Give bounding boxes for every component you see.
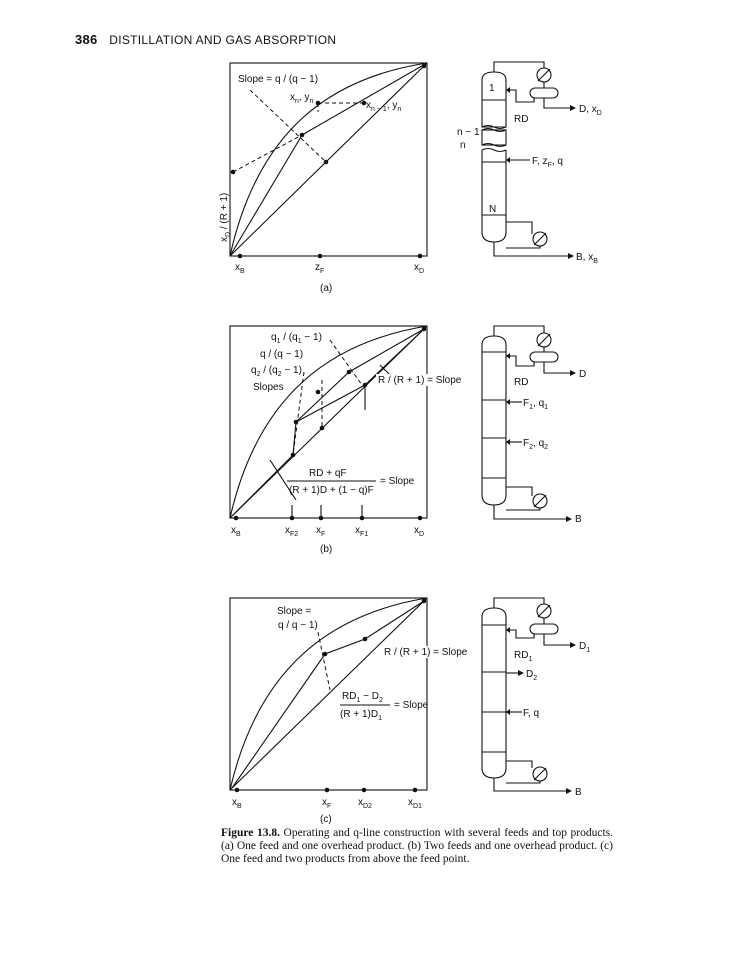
panel-b-q1-label: $q_1 / (q_1 - 1)$ [271,332,322,345]
panel-a-intercept-dash [233,135,302,172]
panel-b-tick-xb: $x_B$ [231,525,241,538]
panel-b-frac-den: (R + 1)D + (1 − q)F [289,485,374,496]
panel-c-rr1-label: R / (R + 1) = Slope [384,647,468,658]
running-title: DISTILLATION AND GAS ABSORPTION [109,33,337,47]
panel-a-tick-xb: $x_B$ [235,262,245,275]
panel-a-ylabel: $x_D / (R + 1)$ [219,192,232,242]
panel-b-q2-label: $q_2 / (q_2 - 1)$ [251,365,302,378]
panel-a-tray-N: N [489,204,497,215]
figure-caption-text: Operating and q-line construction with several feeds and top products. (a) One feed and one overhead product. (b) Two feeds and one overhead product. (c) One feed and two products from above the feed point. [221,827,614,865]
panel-a-column-bottom-section [482,150,506,242]
panel-c [230,598,590,825]
panel-c-top-product: $D_1$ [579,641,591,654]
panel-b-bottom-product: B [575,514,582,525]
panel-b-frac-slope: = Slope [380,476,415,487]
panel-b-top-product: D [579,369,587,380]
panel-c-slope-line1: Slope = [277,606,312,617]
panel-b-reflux-drum [530,352,558,362]
panel-a-tick-xd: $x_D$ [414,262,425,275]
panel-b-column [482,326,586,525]
panel-c-label: (c) [320,814,332,825]
panel-c-column [482,598,590,798]
panel-b-column-shell [482,336,506,505]
panel-a-feed-label: F, $z_F$, q [532,156,563,169]
panel-a-reflux-drum [530,88,558,98]
panel-a-xn-point [316,101,321,106]
panel-a-xd-dot [418,254,423,259]
panel-c-reflux-label: $RD_1$ [514,650,533,663]
panel-a-column-tray-n [482,130,506,145]
panel-c-tick-xf: $x_F$ [322,797,332,810]
figure-caption [221,827,613,866]
panel-c-frac-den: $(R + 1)D_1$ [340,709,382,722]
panel-c-frac-slope: = Slope [394,700,429,711]
panel-a-q-line [250,90,326,162]
panel-b-feed2-label: $F_2$, $q_2$ [523,438,549,451]
panel-c-side-product: $D_2$ [526,669,538,682]
panel-a-top-product: D, $x_D$ [579,104,602,117]
panel-a-column [457,62,602,265]
panel-a-xn1-label: $x_{n - 1}$, $y_n$ [366,100,402,113]
panel-a [219,62,602,294]
panel-c-bottom-product: B [575,787,582,798]
panel-c-tick-xd1: $x_{D1}$ [408,797,422,810]
panel-a-diagonal [230,63,427,256]
panel-c-tick-xb: $x_B$ [232,797,242,810]
panel-b-label: (b) [320,544,333,555]
panel-a-reflux-label: RD [514,114,529,125]
panel-a-zf-diagonal-point [324,160,329,165]
panel-b-q2-line [293,372,304,455]
panel-c-tick-xd2: $x_{D2}$ [358,797,372,810]
panel-b-reflux-label: RD [514,377,529,388]
panel-b-q-label: q / (q − 1) [260,349,304,360]
figure-caption-label: Figure 13.8. [221,827,280,839]
panel-c-slope-line2: q / q − 1) [278,620,318,631]
panel-b-tick-xd: $x_D$ [414,525,425,538]
panel-b-tick-xf: $x_F$ [316,525,326,538]
panel-a-bottom-product: B, $x_B$ [576,252,598,265]
panel-b-frac-num: RD + qF [309,468,347,479]
panel-c-feed-label: F, q [523,708,540,719]
panel-a-label: (a) [320,283,333,294]
panel-c-diagonal [230,598,427,790]
panel-b-tick-xf2: $x_{F2}$ [285,525,299,538]
panel-b [230,326,586,555]
panel-a-slope-label: Slope = q / (q − 1) [238,74,319,85]
panel-a-zf-dot [318,254,323,259]
panel-a-xn-label: $x_n$, $y_n$ [290,92,314,105]
panel-a-tray-n1: n − 1 [457,127,480,138]
panel-b-tick-xf1: $x_{F1}$ [355,525,369,538]
panel-c-frac-num: $RD_1 - D_2$ [342,691,383,704]
panel-a-tray-n: n [460,140,466,151]
panel-b-slopes-label: Slopes [253,382,284,393]
panel-a-tray-1: 1 [489,83,495,94]
panel-a-tick-zf: $z_F$ [315,262,325,275]
panel-c-reflux-drum [530,624,558,634]
panel-a-intersection-point [300,133,305,138]
panel-a-intercept-point [231,170,236,175]
panel-a-xb-dot [238,254,243,259]
panel-b-rr1-label: R / (R + 1) = Slope [378,375,462,386]
panel-a-xd-point [422,64,427,69]
page-number: 386 [75,32,98,47]
panel-b-middle-line [296,385,365,422]
panel-b-feed1-label: $F_1$, $q_1$ [523,398,549,411]
